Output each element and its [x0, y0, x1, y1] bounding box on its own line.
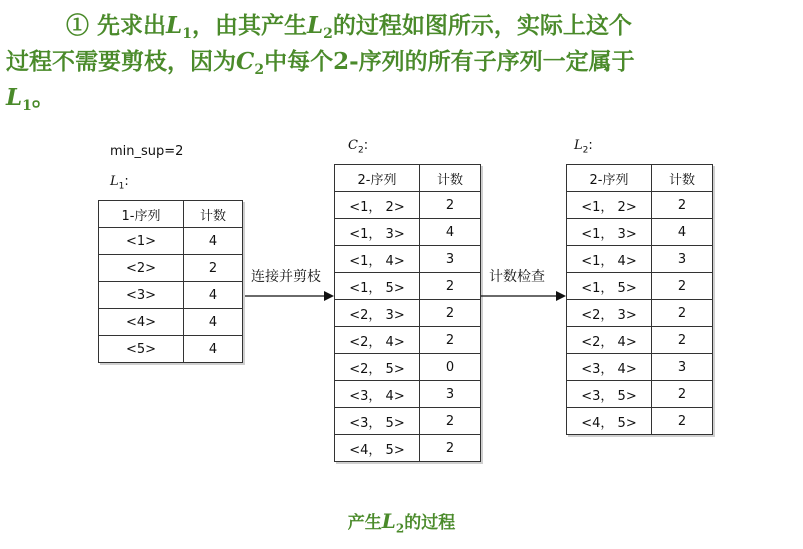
intro-text-part: 。	[31, 84, 55, 111]
table-cell: <4， 5>	[335, 435, 420, 462]
table-cell: 4	[652, 219, 713, 246]
symbol-L: L	[6, 84, 23, 111]
table-cell: <2， 3>	[567, 300, 652, 327]
table-cell: <4， 5>	[567, 408, 652, 435]
table-cell: 2	[652, 300, 713, 327]
column-header: 1-序列	[99, 201, 184, 228]
table-cell: <3， 5>	[567, 381, 652, 408]
intro-text-part: 先求出	[97, 12, 167, 39]
table-cell: <4>	[99, 309, 184, 336]
table-cell: 2	[652, 192, 713, 219]
table-cell: <1， 5>	[335, 273, 420, 300]
column-header: 2-序列	[567, 165, 652, 192]
symbol-L: L	[381, 509, 396, 533]
intro-text-part: 中每个	[264, 48, 334, 75]
table-cell: <1， 5>	[567, 273, 652, 300]
caption-text: 产生	[347, 513, 382, 533]
table-cell: 4	[184, 309, 243, 336]
table-cell: <1， 4>	[335, 246, 420, 273]
table-cell: <2， 3>	[335, 300, 420, 327]
table-cell: 2	[184, 255, 243, 282]
symbol-C: C	[236, 48, 255, 75]
column-header: 2-序列	[335, 165, 420, 192]
subscript: 1	[22, 98, 32, 114]
table-cell: 2	[420, 435, 481, 462]
table-cell: <3， 5>	[335, 408, 420, 435]
table-cell: 4	[184, 282, 243, 309]
figure-caption	[0, 508, 803, 535]
table-cell: 3	[420, 246, 481, 273]
subscript: 2	[323, 26, 333, 42]
table-cell: 2	[420, 300, 481, 327]
table-cell: <2， 5>	[335, 354, 420, 381]
table-cell: <2， 4>	[567, 327, 652, 354]
intro-text-part: 过程不需要剪枝，因为	[6, 48, 236, 75]
table-cell: <1>	[99, 228, 184, 255]
table-cell: 3	[420, 381, 481, 408]
subscript: 1	[182, 26, 192, 42]
table-cell: <3>	[99, 282, 184, 309]
table-cell: 2	[652, 327, 713, 354]
arrowhead-join-prune	[324, 291, 334, 301]
arrowhead-count-check	[556, 291, 566, 301]
column-header: 计数	[420, 165, 481, 192]
intro-text-part: 的过程如图所示，实际上这个	[332, 12, 632, 39]
table-cell: 2	[420, 273, 481, 300]
table-cell: <2， 4>	[335, 327, 420, 354]
table-cell: <5>	[99, 336, 184, 363]
table-cell: <1， 4>	[567, 246, 652, 273]
subscript: 2	[254, 62, 265, 78]
symbol-L: L	[110, 174, 119, 189]
column-header: 计数	[652, 165, 713, 192]
table-cell: 4	[184, 228, 243, 255]
caption-text: 的过程	[404, 513, 456, 533]
intro-text-part: ，由其产生	[191, 12, 307, 39]
colon: :	[363, 138, 369, 153]
table-cell: 2	[652, 381, 713, 408]
subscript: 2	[357, 145, 364, 156]
colon: :	[124, 174, 129, 189]
intro-text-part: 2-序列的所有子序列一定属于	[333, 48, 635, 75]
table-cell: <1， 3>	[335, 219, 420, 246]
arrow-join-prune-label: 连接并剪枝	[251, 269, 321, 285]
table-cell: <3， 4>	[335, 381, 420, 408]
table-cell: 2	[652, 273, 713, 300]
table-cell: 4	[184, 336, 243, 363]
column-header: 计数	[184, 201, 243, 228]
table-cell: 2	[420, 327, 481, 354]
table-cell: <3， 4>	[567, 354, 652, 381]
table-cell: 4	[420, 219, 481, 246]
subscript: 1	[118, 181, 125, 192]
colon: :	[588, 138, 593, 153]
table-cell: 3	[652, 354, 713, 381]
subscript: 2	[582, 145, 589, 156]
symbol-L: L	[574, 138, 583, 153]
table-cell: <1， 3>	[567, 219, 652, 246]
min-sup-label: min_sup=2	[110, 144, 184, 159]
symbol-C: C	[348, 138, 358, 153]
table-cell: <2>	[99, 255, 184, 282]
table-cell: 2	[652, 408, 713, 435]
symbol-L: L	[306, 12, 324, 39]
subscript: 2	[395, 521, 405, 536]
table-cell: 2	[420, 408, 481, 435]
table-cell: <1， 2>	[567, 192, 652, 219]
arrow-count-check-label: 计数检查	[489, 269, 545, 285]
symbol-L: L	[166, 12, 183, 39]
table-cell: 2	[420, 192, 481, 219]
table-cell: 0	[420, 354, 481, 381]
table-cell: 3	[652, 246, 713, 273]
table-cell: <1， 2>	[335, 192, 420, 219]
circled-one: ①	[66, 12, 89, 39]
